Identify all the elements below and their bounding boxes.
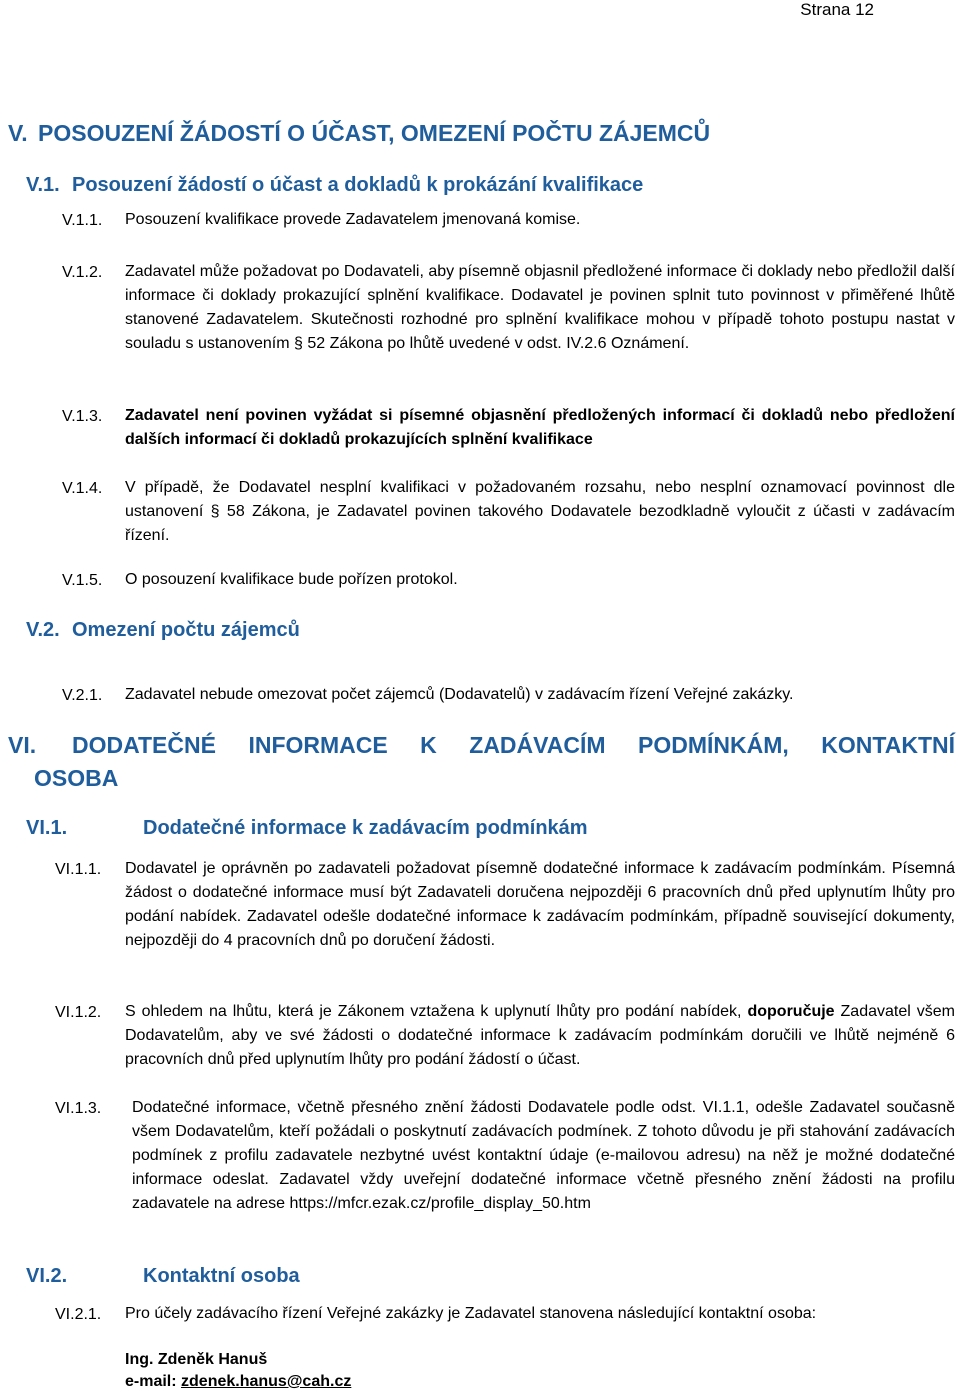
section-6-1-title: Dodatečné informace k zadávacím podmínkám: [143, 817, 588, 839]
section-6-number: VI.: [8, 732, 37, 758]
item-text-part: Zadavatel všem Dodavatelům, aby ve své žádosti o dodatečné informace k zadávacím podmínkám doručili ve lhůtě nejméně 6 pracovních dnů před uplynutím lhůty pro podání žádostí o účast.: [125, 1003, 955, 1068]
item-text: Zadavatel nebude omezovat počet zájemců (Dodavatelů) v zadávacím řízení Veřejné zakázky.: [125, 686, 794, 703]
item-text: Zadavatel není povinen vyžádat si písemné objasnění předložených informací či dokladů nebo předložení dalších informací či dokladů prokazujících splnění kvalifikace: [125, 407, 955, 448]
section-6-1-number: VI.1.: [26, 817, 68, 839]
section-6-2-number: VI.2.: [26, 1265, 68, 1287]
item-number: VI.1.1.: [55, 861, 102, 878]
contact-email-label: e-mail:: [125, 1373, 182, 1390]
item-number: VI.1.3.: [55, 1100, 102, 1117]
item-text-emphasis: doporučuje: [747, 1003, 835, 1020]
item-number: V.2.1.: [62, 687, 103, 704]
item-number: V.1.5.: [62, 572, 103, 589]
section-5-number: V.: [8, 120, 28, 146]
section-5-1-number: V.1.: [26, 174, 60, 196]
section-6-title-line1: DODATEČNÉ INFORMACE K ZADÁVACÍM PODMÍNKÁM, KONTAKTNÍ: [72, 732, 955, 758]
item-text: Pro účely zadávacího řízení Veřejné zakázky je Zadavatel stanovena následující kontaktní osoba:: [125, 1305, 817, 1322]
section-5-2-title: Omezení počtu zájemců: [72, 619, 300, 641]
contact-email-link[interactable]: zdenek.hanus@cah.cz: [181, 1373, 352, 1390]
item-number: V.1.3.: [62, 408, 103, 425]
section-5-2-number: V.2.: [26, 619, 60, 641]
item-text-part: S ohledem na lhůtu, která je Zákonem vztažena k uplynutí lhůty pro podání nabídek,: [125, 1003, 748, 1020]
item-text: Dodatečné informace, včetně přesného znění žádosti Dodavatele podle odst. VI.1.1, odešle Zadavatel současně všem Dodavatelům, kteří požádali o poskytnutí zadávacích podmínek. Z tohoto důvodu je při stahování zadávacích podmínek z profilu zadavatele nezbytné uvést kontaktní údaje (e-mailovou adresu) na něž je možné dodatečné informace odeslat. Zadavatel vždy uveřejní dodatečné informace včetně přesného znění žádosti na profilu zadavatele na adrese https://mfcr.ezak.cz/profile_display_50.htm: [132, 1099, 955, 1212]
item-text: Dodavatel je oprávněn po zadavateli požadovat písemně dodatečné informace k zadávacím podmínkám. Písemná žádost o dodatečné informace musí být Zadavateli doručena nejpozději 6 pracovních dnů před uplynutím lhůty pro podání nabídek. Zadavatel odešle dodatečné informace k zadávacím podmínkám, případně související dokumenty, nejpozději do 4 pracovních dnů po doručení žádosti.: [125, 860, 955, 949]
item-number: V.1.4.: [62, 480, 103, 497]
page-number: Strana 12: [800, 0, 874, 19]
item-text: Zadavatel může požadovat po Dodavateli, aby písemně objasnil předložené informace či doklady nebo předložil další informace či doklady prokazující splnění kvalifikace. Dodavatel je povinen splnit tuto povinnost v přiměřené lhůtě stanovené Zadavatelem. Skutečnosti rozhodné pro splnění kvalifikace mohou v případě tohoto postupu nastat v souladu s ustanovením § 52 Zákona po lhůtě uvedené v odst. IV.2.6 Oznámení.: [125, 263, 955, 352]
item-text: Posouzení kvalifikace provede Zadavatelem jmenovaná komise.: [125, 211, 581, 228]
item-text: V případě, že Dodavatel nesplní kvalifikaci v požadovaném rozsahu, nebo nesplní oznamovací povinnost dle ustanovení § 58 Zákona, je Zadavatel povinen takového Dodavatele bezodkladně vyloučit z účasti v zadávacím řízení.: [125, 479, 955, 544]
item-number: V.1.1.: [62, 212, 103, 229]
item-number: V.1.2.: [62, 264, 103, 281]
item-text: [125, 1000, 955, 1072]
item-number: VI.2.1.: [55, 1306, 102, 1323]
item-number: VI.1.2.: [55, 1004, 102, 1021]
section-5-1-title: Posouzení žádostí o účast a dokladů k prokázání kvalifikace: [72, 174, 644, 196]
item-text: O posouzení kvalifikace bude pořízen protokol.: [125, 571, 458, 588]
contact-name: Ing. Zdeněk Hanuš: [125, 1351, 268, 1368]
contact-email-line: [125, 1370, 351, 1394]
section-5-title: POSOUZENÍ ŽÁDOSTÍ O ÚČAST, OMEZENÍ POČTU ZÁJEMCŮ: [38, 120, 711, 146]
section-6-title-line2: OSOBA: [34, 765, 119, 791]
section-6-2-title: Kontaktní osoba: [143, 1265, 300, 1287]
